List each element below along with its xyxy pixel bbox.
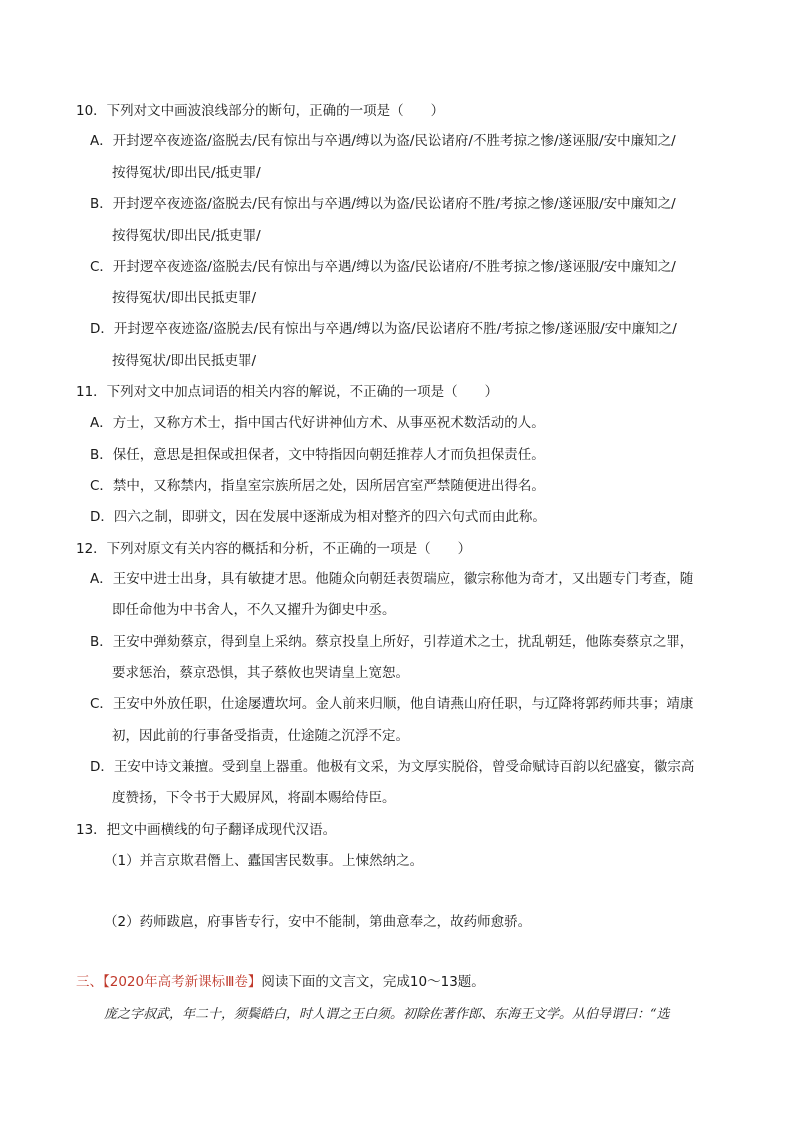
- q10-option-a-line2: 按得冤状/即出民/抵吏罪/: [112, 165, 261, 181]
- q12-option-b-line2: 要求惩治，蔡京恐惧，其子蔡攸也哭请皇上宽恕。: [112, 665, 409, 681]
- q10-option-c-line1: C．开封逻卒夜迹盗/盗脱去/民有惊出与卒遇/缚以为盗/民讼诸府/不胜考掠之惨/遂诬服/安中廉知之/: [90, 259, 676, 275]
- q12-option-a-line2: 即任命他为中书舍人，不久又擢升为御史中丞。: [112, 602, 396, 618]
- q13-sentence-1: （1）并言京欺君僭上、蠹国害民数事。上悚然纳之。: [104, 853, 424, 869]
- q11-option-a: A．方士，又称方术士，指中国古代好讲神仙方术、从事巫祝术数活动的人。: [90, 415, 545, 431]
- q11-option-c: C．禁中，又称禁内，指皇室宗族所居之处，因所居宫室严禁随便进出得名。: [90, 478, 545, 494]
- q10-option-d-line2: 按得冤状/即出民抵吏罪/: [112, 353, 257, 369]
- q12-option-d-line2: 度赞扬，下令书于大殿屏风，将副本赐给侍臣。: [112, 790, 396, 806]
- q13-sentence-2: （2）药师跋扈，府事皆专行，安中不能制，第曲意奉之，故药师愈骄。: [104, 914, 532, 930]
- question-11-stem: 11．下列对文中加点词语的相关内容的解说，不正确的一项是（ ）: [76, 384, 499, 400]
- passage-first-line: 庞之字叔武，年二十，须鬓皓白，时人谓之王白须。初除佐著作郎、东海王文学。从伯导谓曰：“选: [104, 1007, 670, 1022]
- q11-option-d: D．四六之制，即骈文，因在发展中逐渐成为相对整齐的四六句式而由此称。: [90, 509, 546, 525]
- q10-option-b-line1: B．开封逻卒夜迹盗/盗脱去/民有惊出与卒遇/缚以为盗/民讼诸府不胜/考掠之惨/遂诬服/安中廉知之/: [90, 196, 676, 212]
- section-3-instruction: 阅读下面的文言文，完成10～13题。: [261, 974, 485, 990]
- q10-option-d-line1: D．开封逻卒夜迹盗/盗脱去/民有惊出与卒遇/缚以为盗/民讼诸府不胜/考掠之惨/遂诬服/安中廉知之/: [90, 321, 677, 337]
- section-3-prefix: 三、: [76, 974, 103, 990]
- q12-option-d-line1: D．王安中诗文兼擅。受到皇上器重。他极有文采，为文厚实脱俗，曾受命赋诗百韵以纪盛宴，徽宗高: [90, 759, 695, 775]
- question-13-stem: 13．把文中画横线的句子翻译成现代汉语。: [76, 822, 337, 838]
- q10-option-a-line1: A．开封逻卒夜迹盗/盗脱去/民有惊出与卒遇/缚以为盗/民讼诸府/不胜考掠之惨/遂诬服/安中廉知之/: [90, 133, 676, 149]
- q10-option-b-line2: 按得冤状/即出民/抵吏罪/: [112, 228, 261, 244]
- q12-option-a-line1: A．王安中进士出身，具有敏捷才思。他随众向朝廷表贺瑞应，徽宗称他为奇才，又出题专门考查，随: [90, 571, 694, 587]
- q12-option-c-line1: C．王安中外放任职，仕途屡遭坎坷。金人前来归顺，他自请燕山府任职，与辽降将郭药师共事；靖康: [90, 696, 694, 712]
- q11-option-b: B．保任，意思是担保或担保者，文中特指因向朝廷推荐人才而负担保责任。: [90, 447, 545, 463]
- q10-option-c-line2: 按得冤状/即出民抵吏罪/: [112, 290, 257, 306]
- question-10-stem: 10．下列对文中画波浪线部分的断句，正确的一项是（ ）: [76, 103, 445, 119]
- q12-option-c-line2: 初，因此前的行事备受指责，仕途随之沉浮不定。: [112, 728, 409, 744]
- section-3-heading: [76, 972, 485, 992]
- question-12-stem: 12．下列对原文有关内容的概括和分析，不正确的一项是（ ）: [76, 541, 472, 557]
- q12-option-b-line1: B．王安中弹劾蔡京，得到皇上采纳。蔡京投皇上所好，引荐道术之士，扰乱朝廷，他陈奏蔡京之罪，: [90, 634, 694, 650]
- section-3-source-tag: 【2020年高考新课标Ⅲ卷】: [103, 974, 262, 990]
